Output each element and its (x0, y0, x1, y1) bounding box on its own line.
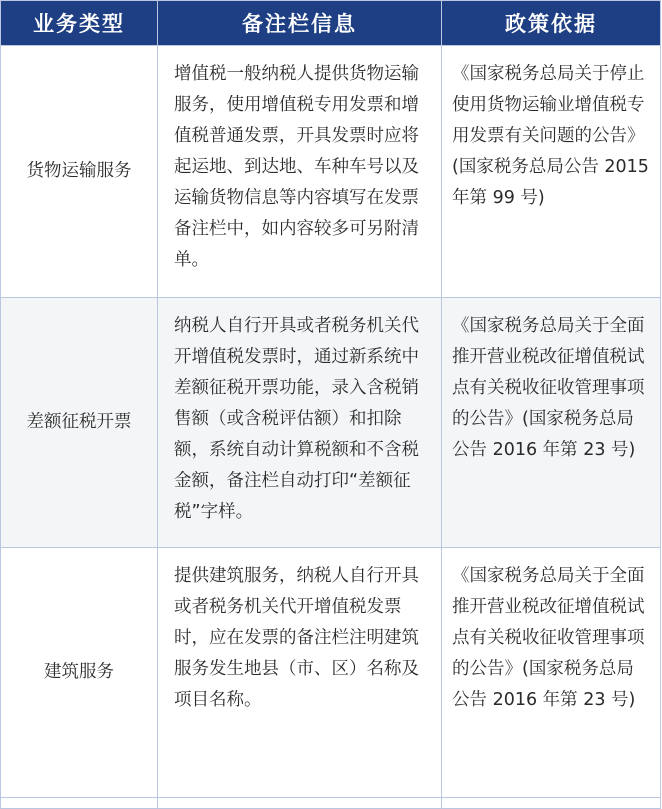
table-row-partial (1, 798, 661, 809)
header-policy-basis: 政策依据 (442, 1, 661, 46)
remark-info-cell: 纳税人自行开具或者税务机关代开增值税发票时，通过新系统中差额征税开票功能，录入含税销售额（或含税评估额）和扣除额，系统自动计算税额和不含税金额，备注栏自动打印“差额征税”字样。 (158, 298, 442, 548)
table-cell (158, 798, 442, 809)
policy-basis-cell: 《国家税务总局关于停止使用货物运输业增值税专用发票有关问题的公告》(国家税务总局公告 2015 年第 99 号) (442, 46, 661, 298)
table-row (1, 548, 661, 798)
table-cell (442, 798, 661, 809)
header-remark-info: 备注栏信息 (158, 1, 442, 46)
business-type-cell: 货物运输服务 (1, 46, 158, 298)
policy-basis-cell: 《国家税务总局关于全面推开营业税改征增值税试点有关税收征收管理事项的公告》(国家税务总局公告 2016 年第 23 号) (442, 548, 661, 798)
remark-info-cell: 提供建筑服务，纳税人自行开具或者税务机关代开增值税发票时，应在发票的备注栏注明建筑服务发生地县（市、区）名称及项目名称。 (158, 548, 442, 798)
table-cell (1, 798, 158, 809)
header-business-type: 业务类型 (1, 1, 158, 46)
business-type-cell: 建筑服务 (1, 548, 158, 798)
policy-basis-cell: 《国家税务总局关于全面推开营业税改征增值税试点有关税收征收管理事项的公告》(国家税务总局公告 2016 年第 23 号) (442, 298, 661, 548)
business-type-cell: 差额征税开票 (1, 298, 158, 548)
table-row (1, 46, 661, 298)
table-header-row (1, 1, 661, 46)
table-row (1, 298, 661, 548)
remark-info-cell: 增值税一般纳税人提供货物运输服务，使用增值税专用发票和增值税普通发票，开具发票时应将起运地、到达地、车种车号以及运输货物信息等内容填写在发票备注栏中，如内容较多可另附清单。 (158, 46, 442, 298)
